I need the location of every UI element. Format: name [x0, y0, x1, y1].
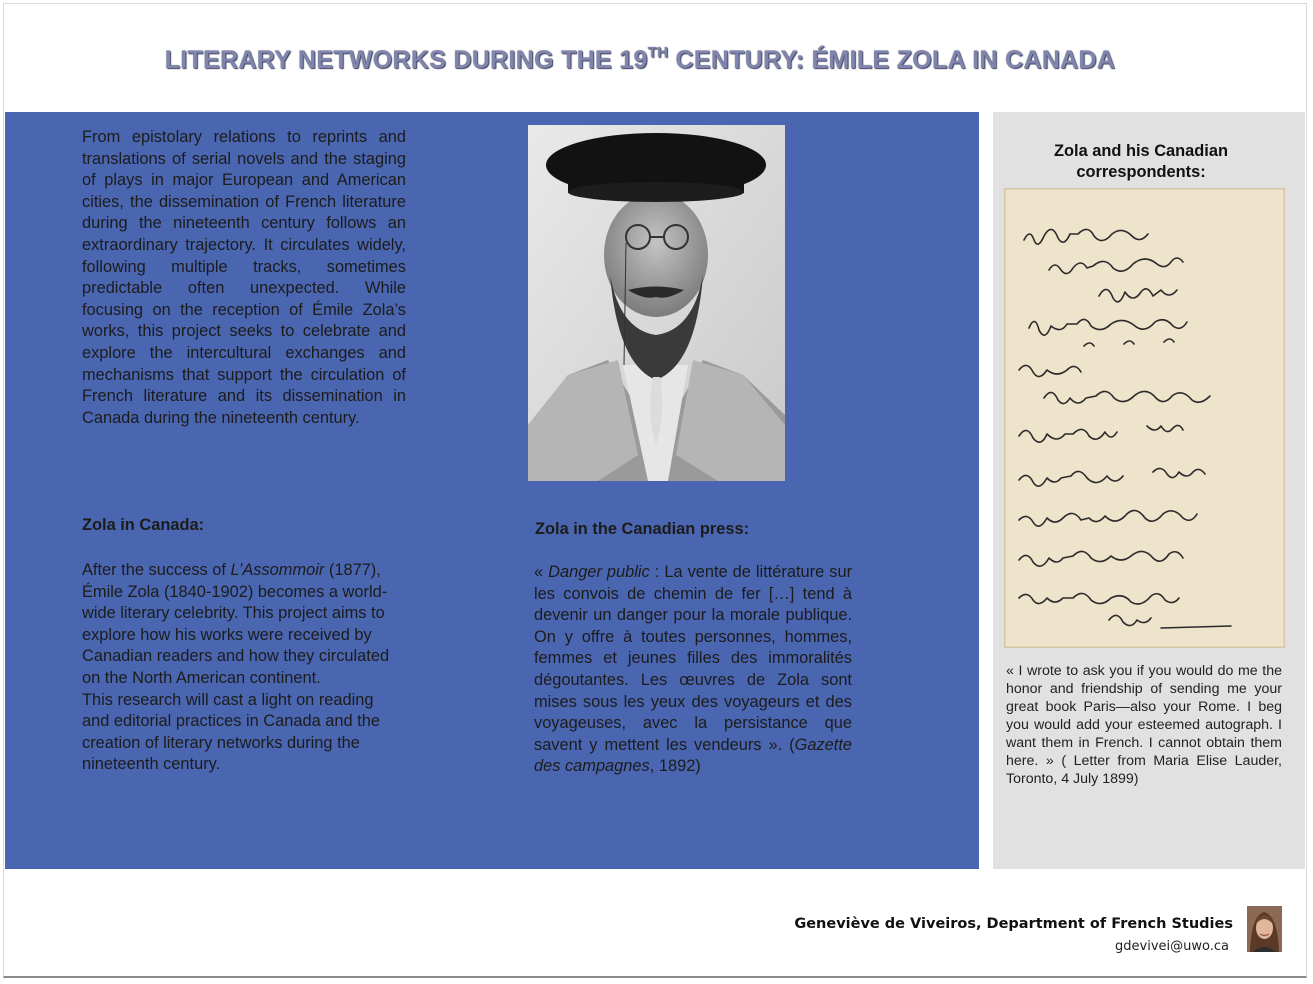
zola-in-press-heading: Zola in the Canadian press: [535, 520, 750, 538]
zola-in-canada-text: After the success of L’Assommoir (1877), Émile Zola (1840-1902) becomes a world-wide literary celebrity. This project aims to explore how his works were received by Canadian readers and how they circulated on the North American continent. This research will cast a light on reading and editorial practices in Canada and the creation of literary networks during the nineteenth century. [82, 561, 390, 774]
correspondent-letter-quote: « I wrote to ask you if you would do me the honor and friendship of sending me your great book Paris—also your Rome. I beg you would add your esteemed autograph. I want them in French. I cannot obtain them here. » ( Letter from Maria Elise Lauder, Toronto, 4 July 1899) [1006, 663, 1282, 787]
poster-title: LITERARY NETWORKS DURING THE 19TH CENTURY: ÉMILE ZOLA IN CANADA [164, 44, 1116, 74]
zola-in-canada-heading: Zola in Canada: [82, 516, 205, 534]
author-avatar [1247, 906, 1282, 952]
zola-portrait-photo [528, 125, 785, 481]
author-email[interactable]: gdevivei@uwo.ca [1115, 939, 1229, 954]
author-credit: Geneviève de Viveiros, Department of French Studies [794, 916, 1233, 932]
press-quote: « Danger public : La vente de littérature sur les convois de chemin de fer […] tend à devenir un danger pour la morale publique. On y offre à toutes personnes, hommes, femmes et jeunes filles des immoralités dégoutantes. Les œuvres de Zola sont mises sous les yeux des voyageurs et des voyageuses, avec la persistance que savent y mettent les vendeurs ». (Gazette des campagnes, 1892) [534, 563, 853, 776]
handwritten-letter-image [1004, 188, 1285, 648]
correspondents-heading: Zola and his Canadian correspondents: [1054, 142, 1228, 181]
intro-paragraph: From epistolary relations to reprints and translations of serial novels and the staging of plays in major European and American cities, the dissemination of French literature during the nineteenth century follows an extraordinary trajectory. It circulates widely, following multiple tracks, sometimes predictable often unexpected. While focusing on the reception of Émile Zola’s works, this project seeks to celebrate and explore the intercultural exchanges and mechanisms that support the circulation of French literature and its dissemination in Canada during the nineteenth century. [82, 128, 406, 427]
